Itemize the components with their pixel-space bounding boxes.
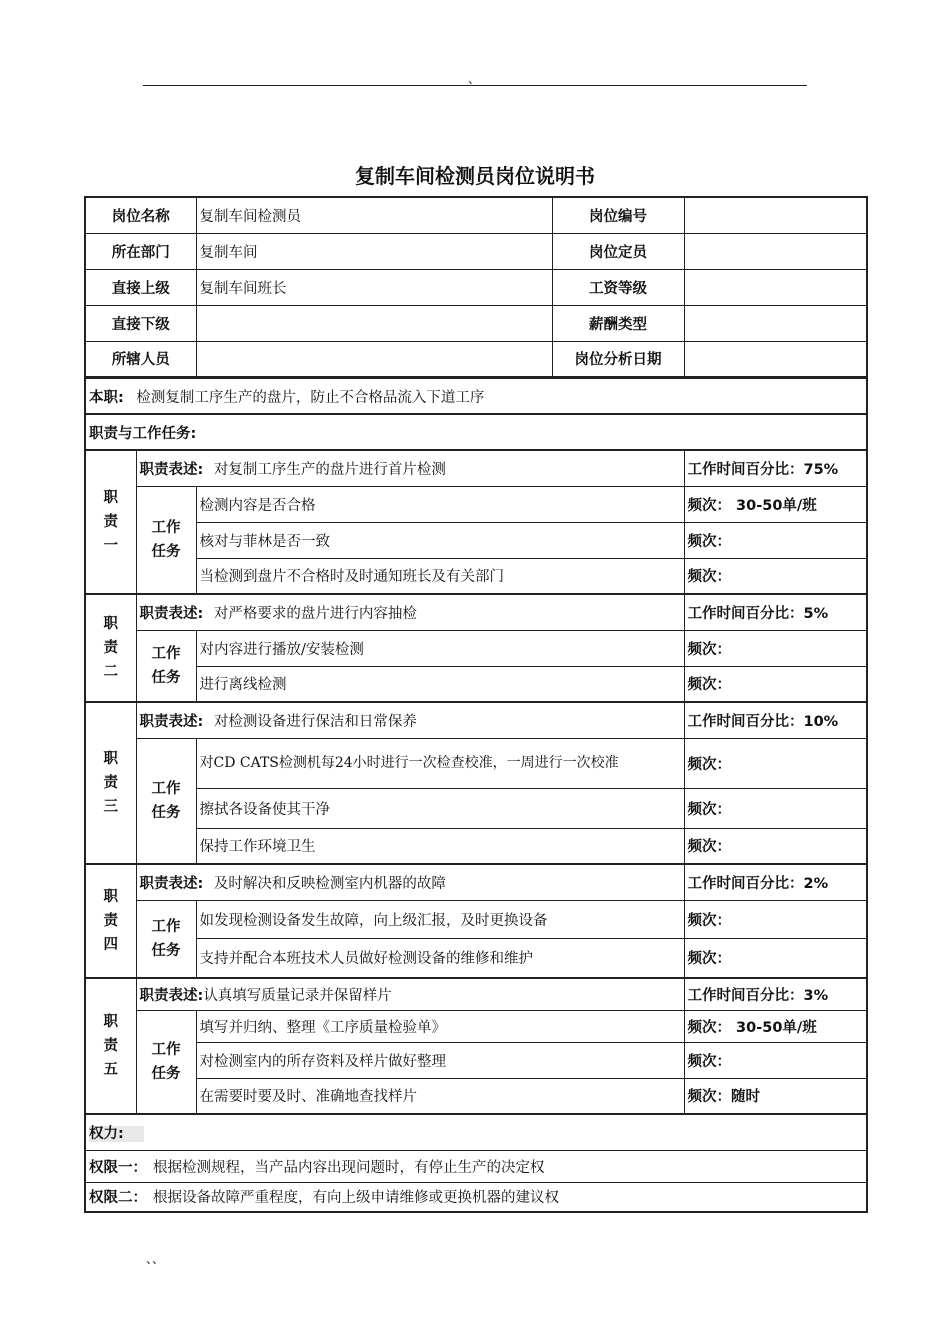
info-label: 所辖人员: [85, 341, 196, 377]
power-text: 根据设备故障严重程度，有向上级申请维修或更换机器的建议权: [153, 1190, 559, 1207]
info-row: [85, 233, 867, 269]
duty-desc-row: [85, 978, 867, 1010]
power-row: [85, 1150, 867, 1182]
duty-number: 职 责 三: [85, 702, 136, 864]
info-label: 直接下级: [85, 305, 196, 341]
task-frequency: 频次：: [684, 666, 867, 702]
task-text: 对内容进行播放/安装检测: [196, 630, 684, 666]
main-duty-row: [85, 378, 867, 414]
task-text: 当检测到盘片不合格时及时通知班长及有关部门: [196, 558, 684, 594]
info-label: 所在部门: [85, 233, 196, 269]
info-value: 复制车间检测员: [196, 197, 552, 233]
task-row: [85, 738, 867, 788]
page-title: 复制车间检测员岗位说明书: [355, 164, 595, 188]
task-row: [85, 788, 867, 828]
task-label: 工作 任务: [136, 900, 196, 978]
duties-header-row: [85, 414, 867, 450]
duty-number: 职 责 二: [85, 594, 136, 702]
info-value: [684, 305, 867, 341]
task-text: 擦拭各设备使其干净: [196, 788, 684, 828]
task-label: 工作 任务: [136, 486, 196, 594]
duty-desc-label: 职责表述:: [139, 713, 204, 730]
task-row: [85, 1078, 867, 1114]
task-label: 工作 任务: [136, 630, 196, 702]
duty-time-percent: 工作时间百分比：10%: [684, 702, 867, 738]
info-row: [85, 305, 867, 341]
duty-desc-row: [85, 594, 867, 630]
power-header-row: [85, 1114, 867, 1150]
footer-mark: 、、: [146, 1252, 165, 1266]
power-label: 权限一：: [89, 1159, 147, 1176]
info-label: 岗位名称: [85, 197, 196, 233]
task-label: 工作 任务: [136, 738, 196, 864]
main-duty-text: 检测复制工序生产的盘片，防止不合格品流入下道工序: [136, 389, 485, 406]
duty-desc-label: 职责表述:: [139, 875, 204, 892]
header-mark: 、: [468, 72, 481, 86]
task-frequency: 频次：: [684, 938, 867, 978]
duty-desc-row: [85, 450, 867, 486]
info-value: [684, 233, 867, 269]
info-label: 薪酬类型: [552, 305, 684, 341]
duty-time-percent: 工作时间百分比：2%: [684, 864, 867, 900]
duty-time-percent: 工作时间百分比：5%: [684, 594, 867, 630]
info-value: [684, 197, 867, 233]
info-label: 岗位定员: [552, 233, 684, 269]
task-frequency: 频次：随时: [684, 1078, 867, 1114]
info-value: [196, 341, 552, 377]
task-text: 填写并归纳、整理《工序质量检验单》: [196, 1010, 684, 1042]
task-text: 保持工作环境卫生: [196, 828, 684, 864]
task-frequency: 频次：: [684, 738, 867, 788]
duties-header: 职责与工作任务:: [89, 425, 197, 442]
info-label: 工资等级: [552, 269, 684, 305]
task-row: [85, 486, 867, 522]
duty-number: 职 责 一: [85, 450, 136, 594]
task-text: 进行离线检测: [196, 666, 684, 702]
duty-desc-text: 及时解决和反映检测室内机器的故障: [213, 875, 446, 892]
task-text: 检测内容是否合格: [196, 486, 684, 522]
task-frequency: 频次： 30-50单/班: [684, 1010, 867, 1042]
duty-time-percent: 工作时间百分比：75%: [684, 450, 867, 486]
task-frequency: 频次：: [684, 522, 867, 558]
task-row: [85, 558, 867, 594]
task-label: 工作 任务: [136, 1010, 196, 1114]
info-value: [684, 269, 867, 305]
task-row: [85, 900, 867, 938]
info-value: 复制车间班长: [196, 269, 552, 305]
info-value: 复制车间: [196, 233, 552, 269]
task-frequency: 频次：: [684, 1042, 867, 1078]
duty-desc-row: [85, 864, 867, 900]
task-row: [85, 522, 867, 558]
power-label: 权限二：: [89, 1190, 147, 1207]
power-header: 权力:: [89, 1126, 144, 1142]
task-row: [85, 666, 867, 702]
task-text: 对检测室内的所存资料及样片做好整理: [196, 1042, 684, 1078]
task-row: [85, 828, 867, 864]
task-frequency: 频次：: [684, 900, 867, 938]
info-row: [85, 197, 867, 233]
duty-desc-text: 对复制工序生产的盘片进行首片检测: [213, 461, 446, 478]
info-label: 岗位编号: [552, 197, 684, 233]
info-value: [196, 305, 552, 341]
info-row: [85, 341, 867, 377]
task-row: [85, 1042, 867, 1078]
info-value: [684, 341, 867, 377]
task-row: [85, 938, 867, 978]
info-row: [85, 269, 867, 305]
main-duty-label: 本职:: [89, 389, 124, 406]
task-frequency: 频次： 30-50单/班: [684, 486, 867, 522]
task-text: 如发现检测设备发生故障，向上级汇报，及时更换设备: [196, 900, 684, 938]
task-frequency: 频次：: [684, 828, 867, 864]
task-text: 对CD CATS检测机每24小时进行一次检查校准，一周进行一次校准: [196, 738, 684, 788]
info-label: 岗位分析日期: [552, 341, 684, 377]
duties-table: [84, 377, 868, 1213]
power-row: [85, 1182, 867, 1212]
power-text: 根据检测规程，当产品内容出现问题时，有停止生产的决定权: [153, 1159, 545, 1176]
duty-time-percent: 工作时间百分比：3%: [684, 978, 867, 1010]
duty-desc-label: 职责表述:: [139, 605, 204, 622]
position-info-table: [84, 196, 868, 378]
task-frequency: 频次：: [684, 630, 867, 666]
task-text: 在需要时要及时、准确地查找样片: [196, 1078, 684, 1114]
task-row: [85, 630, 867, 666]
duty-number: 职 责 四: [85, 864, 136, 978]
duty-desc-row: [85, 702, 867, 738]
task-frequency: 频次：: [684, 558, 867, 594]
task-text: 支持并配合本班技术人员做好检测设备的维修和维护: [196, 938, 684, 978]
duty-desc-label: 职责表述:: [139, 987, 204, 1004]
info-label: 直接上级: [85, 269, 196, 305]
duty-desc-label: 职责表述:: [139, 461, 204, 478]
duty-desc-text: 对检测设备进行保洁和日常保养: [213, 713, 417, 730]
duty-desc-text: 对严格要求的盘片进行内容抽检: [213, 605, 417, 622]
header-rule: [143, 85, 807, 86]
duty-number: 职 责 五: [85, 978, 136, 1114]
task-text: 核对与菲林是否一致: [196, 522, 684, 558]
task-frequency: 频次：: [684, 788, 867, 828]
duty-desc-text: 认真填写质量记录并保留样片: [203, 987, 392, 1004]
task-row: [85, 1010, 867, 1042]
